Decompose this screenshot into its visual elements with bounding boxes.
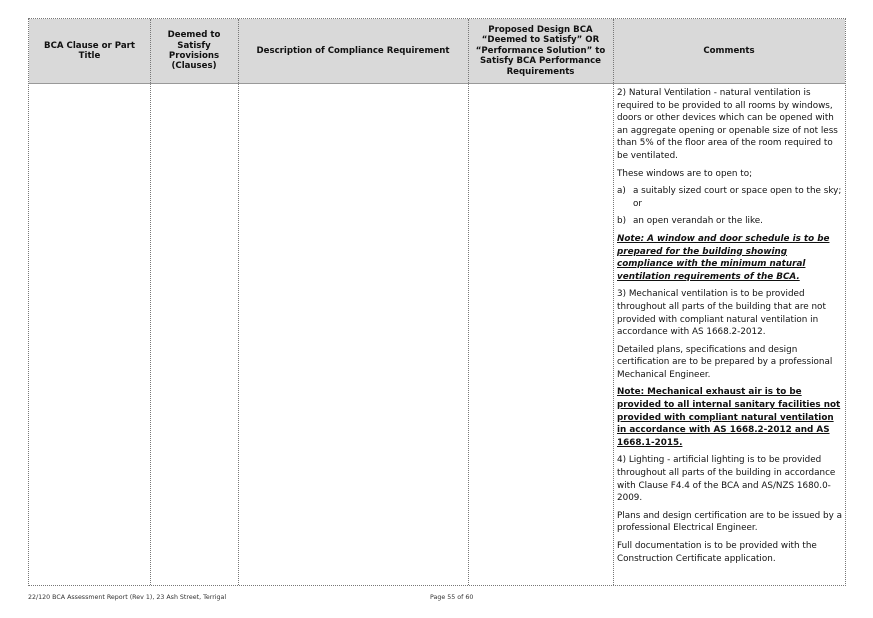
list-marker: b): [617, 216, 627, 227]
list-item-text: an open verandah or the like.: [633, 216, 763, 227]
natural-ventilation-paragraph: 2) Natural Ventilation - natural ventilation is required to be provided to all rooms by windows, doors or other devices which can be opened with an aggregate opening or openable size of not less than 5% of the floor area of the room required to be ventilated.: [617, 88, 838, 161]
list-item-text: a suitably sized court or space open to the sky; or: [633, 186, 842, 209]
list-marker: a): [617, 186, 626, 197]
list-item: [617, 215, 843, 228]
electrical-certification-paragraph: Plans and design certification are to be issued by a professional Electrical Engineer.: [617, 510, 842, 534]
windows-open-paragraph: These windows are to open to;: [617, 168, 753, 179]
header-description: Description of Compliance Requirement: [256, 45, 450, 56]
mechanical-ventilation-paragraph: 3) Mechanical ventilation is to be provided throughout all parts of the building that are not provided with compliant natural ventilation in accordance with AS 1668.2-2012.: [617, 289, 826, 338]
documentation-paragraph: Full documentation is to be provided with the Construction Certificate application.: [617, 541, 817, 564]
column-divider: [150, 19, 151, 585]
mechanical-plans-paragraph: Detailed plans, specifications and design certification are to be prepared by a professional Mechanical Engineer.: [617, 344, 833, 380]
exhaust-air-note: Note: Mechanical exhaust air is to be provided to all internal sanitary facilities not provided with compliant natural ventilation in accordance with AS 1668.2-2012 and AS 1668.1-2015.: [617, 387, 841, 448]
compliance-table: [28, 18, 846, 586]
comments-cell: [617, 87, 843, 570]
lighting-paragraph: 4) Lighting - artificial lighting is to be provided throughout all parts of the building in accordance with Clause F4.4 of the BCA and AS/NZS 1680.0-2009.: [617, 455, 836, 504]
header-bca-clause: BCA Clause or Part Title: [44, 40, 135, 61]
window-schedule-note: Note: A window and door schedule is to be prepared for the building showing compliance with the minimum natural ventilation requirements of the BCA.: [617, 233, 830, 282]
list-item: [617, 185, 843, 210]
table-header-row: [29, 19, 845, 84]
column-divider: [238, 19, 239, 585]
header-deemed-to-satisfy: Deemed to Satisfy Provisions (Clauses): [167, 30, 221, 72]
column-divider: [613, 19, 614, 585]
column-divider: [468, 19, 469, 585]
header-proposed-design: Proposed Design BCA “Deemed to Satisfy” OR “Performance Solution” to Satisfy BCA Performance Requirements: [475, 24, 606, 77]
footer-report-title: 22/120 BCA Assessment Report (Rev 1), 23 Ash Street, Terrigal: [28, 594, 227, 601]
footer-page-number: Page 55 of 60: [430, 594, 474, 601]
header-comments: Comments: [703, 45, 755, 56]
